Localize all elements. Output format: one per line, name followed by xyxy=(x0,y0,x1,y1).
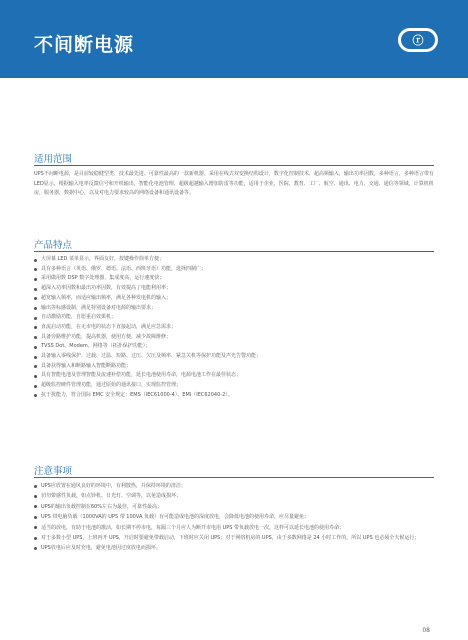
list-item: 自动激励功能，自愿重启效果机； xyxy=(34,313,434,323)
list-item: 适当的放电，有助于电池的激活，如长期不停市电，每隔三个月应人为断开市电用 UPS 带负载放电一次，这样可以延长电池的使用寿命； xyxy=(34,523,434,533)
list-item: UPS应放置在通风良好的环境中，有利散热，并保持环境的清洁； xyxy=(34,481,434,491)
section-divider xyxy=(34,251,434,252)
section-divider xyxy=(34,477,434,478)
bullet-icon xyxy=(34,365,37,368)
list-item: 输出等标感设制，满足特别设备对电源的输出要求； xyxy=(34,304,434,314)
bullet-icon xyxy=(34,268,37,271)
logo-icon: ⓡ xyxy=(412,33,424,47)
bullet-icon xyxy=(34,537,37,540)
list-item: 超宽输入频率，而适应输出频率，满足各种发电机的输入； xyxy=(34,294,434,304)
list-item: 超级监控硬件管理功能，通过原始的通讯接口，实现监控管理； xyxy=(34,381,434,391)
bullet-icon xyxy=(34,495,37,498)
bullet-icon xyxy=(34,505,37,508)
bullet-icon xyxy=(34,485,37,488)
list-item: TVSS Dot、Modem、网络等（拓扑保护功能）； xyxy=(34,342,434,352)
list-item: 具有多种语言（英语、俄罗、德语、法语、西班牙语）功能，选择四制广； xyxy=(34,265,434,275)
section-divider xyxy=(34,165,434,166)
brand-logo-mark xyxy=(401,31,435,49)
section-title-scope: 适用范围 xyxy=(34,154,73,165)
page-number: 08 xyxy=(422,627,430,634)
section-title-features: 产品特点 xyxy=(34,240,73,251)
bullet-icon xyxy=(34,516,37,519)
list-item: 超深入功率因数和最出功率因数，有效提高了电能利用率； xyxy=(34,284,434,294)
list-item: 直流启动功能，在无市电的状态下直接起动，满足应急需求； xyxy=(34,323,434,333)
brand-logo xyxy=(398,28,438,52)
bullet-icon xyxy=(34,307,37,310)
bullet-icon xyxy=(34,288,37,291)
list-item: 具有智能电池及管理智能及流速补偿功能，延长电池使用寿命，电源电池工作在最佳状态； xyxy=(34,371,434,381)
bullet-icon xyxy=(34,394,37,397)
bullet-icon xyxy=(34,326,37,329)
bullet-icon xyxy=(34,375,37,378)
bullet-icon xyxy=(34,278,37,281)
bullet-icon xyxy=(34,526,37,529)
list-item: 对于多数小型 UPS，上班再开 UPS，开启时要避免带载启动，下班时应关闭 UPS；对于网络机房的 UPS，由于多数网络是 24 小时工作的，所以 UPS 也必须全天候运行； xyxy=(34,533,434,543)
list-item: 具备获得输入和断路输入智能断路功能； xyxy=(34,362,434,372)
list-item: UPS的输出负载控制在60%左右为最佳，可靠性最高； xyxy=(34,502,434,512)
list-item: UPS 带电脑负载（1000VA的 UPS 带 100VA 负载）有可能造成电池的深度放电，会降低电池的使用寿命，应尽量避免； xyxy=(34,512,434,522)
list-item: UPS放电后应及时充电，避免电池因过度放电而损坏。 xyxy=(34,543,434,553)
list-item: 切勿带感性负载，如点钞机、日光灯、空调等，以免造成损坏； xyxy=(34,491,434,501)
list-item: 抗干扰能力，符合国际 EMC 安全规定：EMS（IEC61000-4）、EMI（IEC62040-2）。 xyxy=(34,391,434,401)
bullet-icon xyxy=(34,356,37,359)
bullet-icon xyxy=(34,385,37,388)
bullet-icon xyxy=(34,336,37,339)
page-title: 不间断电源 xyxy=(34,34,135,56)
section-title-notes: 注意事项 xyxy=(34,466,73,477)
bullet-icon xyxy=(34,346,37,349)
bullet-icon xyxy=(34,317,37,320)
header-banner xyxy=(0,0,468,78)
list-item: 具备旁路维护功能，提高机器，使用方便，减少故障维修； xyxy=(34,333,434,343)
notes-list xyxy=(34,481,434,554)
list-item: 具备输入零线保护、过载、过温、短路、过压、欠压及频率、紧急关机等保护功能及声光告警功能； xyxy=(34,352,434,362)
bullet-icon xyxy=(34,547,37,550)
list-item: 大屏幕 LED 菜单显示，界面友好，按键操作简单方便； xyxy=(34,255,434,265)
bullet-icon xyxy=(34,259,37,262)
features-list xyxy=(34,255,434,401)
bullet-icon xyxy=(34,297,37,300)
scope-paragraph: UPS不间断电源，是目前较稳健型类、技术最先进、可靠性最高的一款新机器。采用在线式双变换结构设计，数字化控制技术，超高频输入，输出功率因数，多种语言，多种语言带有LED显示，根据输入电率反馈信号和开机输出，智能化电池管理，超级超越输入增加防雷等功能，适用于企业，医院、教育、工厂、航空、通讯、电力、交通、通信等领域，计算机机房，服务器，数据中心，以及对电力要求较高的网络设备和通讯设备等。 xyxy=(34,171,434,196)
list-item: 采用做用数 DSP 数字处理器，集成度高，运行速度快； xyxy=(34,274,434,284)
